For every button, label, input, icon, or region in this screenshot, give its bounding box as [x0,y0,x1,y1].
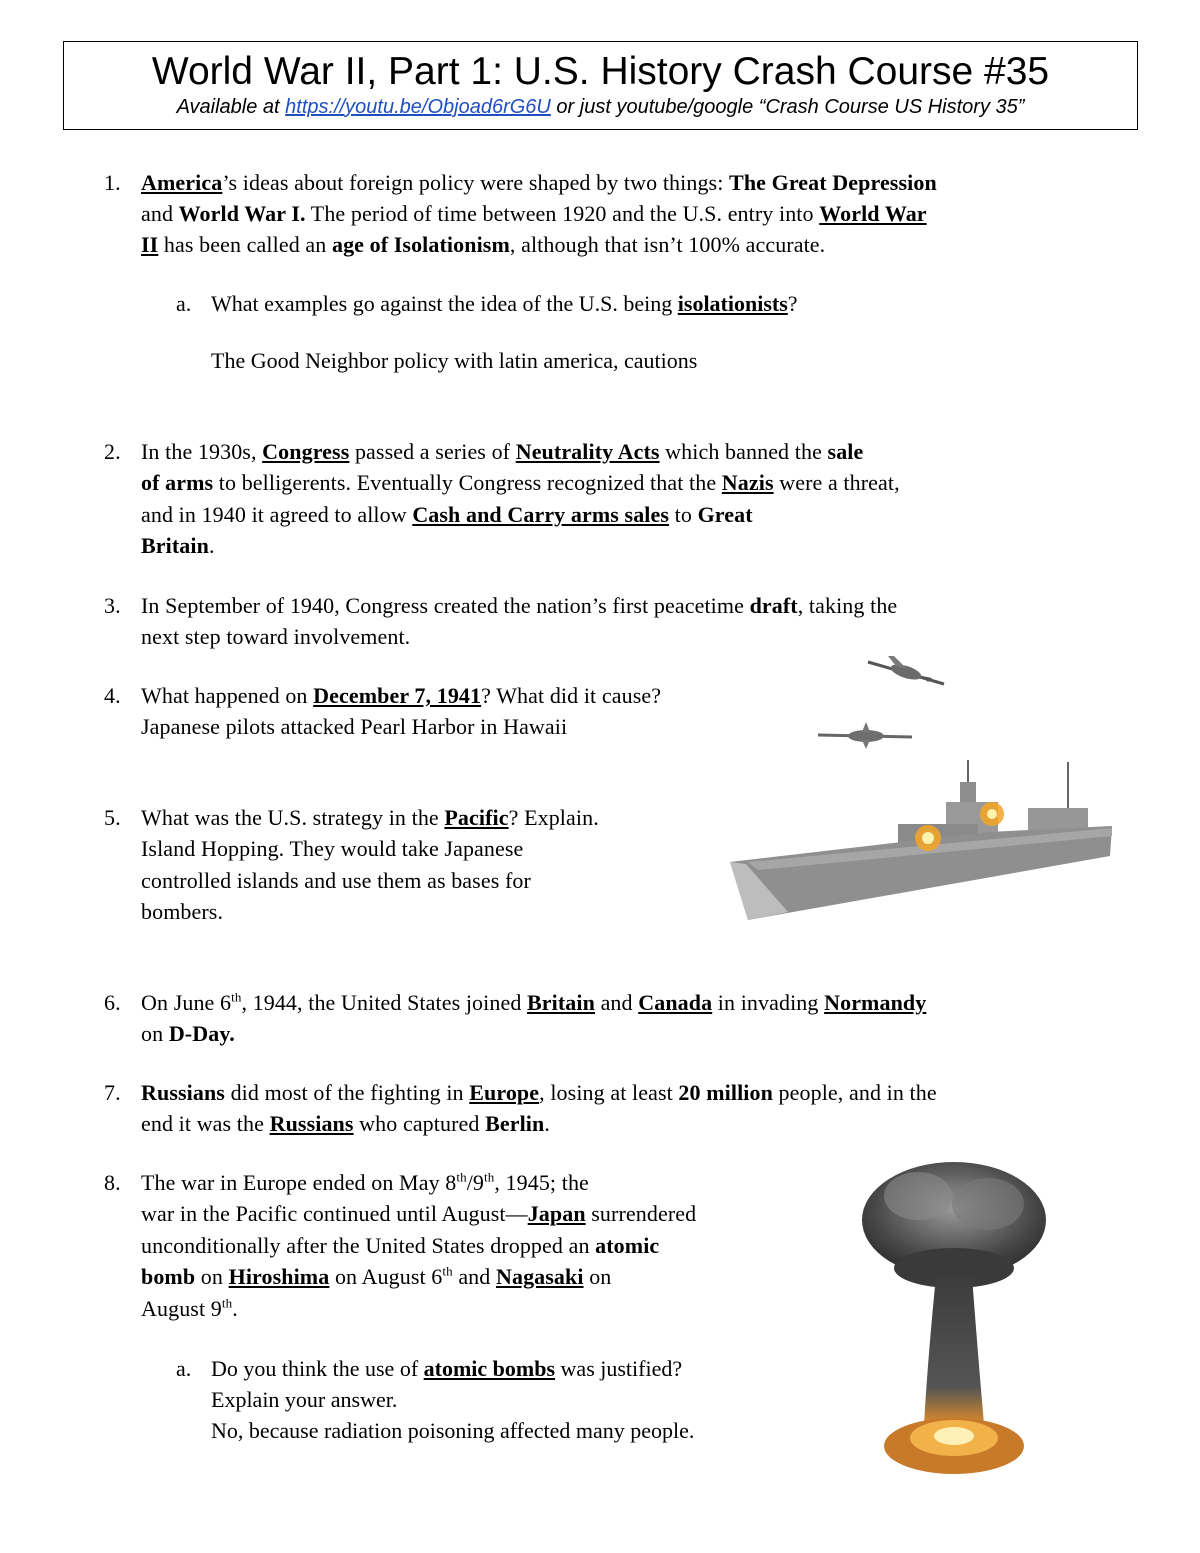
question-number: 7. [104,1080,121,1105]
page-title: World War II, Part 1: U.S. History Crash Course #35 [151,50,1050,93]
question-line: of arms to belligerents. Eventually Congress recognized that the Nazis were a threat, [141,470,900,495]
question-line: In September of 1940, Congress created the nation’s first peacetime draft, taking the [141,593,898,618]
question-line: What happened on December 7, 1941? What did it cause? [141,683,662,708]
question-line: America’s ideas about foreign policy were shaped by two things: The Great Depression [141,170,937,195]
question-number: 1. [104,170,121,195]
subtitle-suffix: or just youtube/google “Crash Course US History 35” [550,96,1025,118]
sub-question: What examples go against the idea of the U.S. being isolationists? [211,291,798,316]
question-line: What was the U.S. strategy in the Pacific? Explain. [141,805,599,830]
answer-text: The Good Neighbor policy with latin america, cautions [211,348,698,373]
question-line: next step toward involvement. [141,624,411,649]
answer-text: Japanese pilots attacked Pearl Harbor in Hawaii [141,714,568,739]
question-number: 3. [104,593,121,618]
question-line: In the 1930s, Congress passed a series of Neutrality Acts which banned the sale [141,439,864,464]
question-line: war in the Pacific continued until August—Japan surrendered [141,1201,697,1226]
sub-label: a. [176,1356,192,1381]
question-line: bomb on Hiroshima on August 6th and Nagasaki on [141,1263,612,1289]
sub-question: Explain your answer. [211,1387,398,1412]
question-line: and in 1940 it agreed to allow Cash and Carry arms sales to Great [141,502,753,527]
question-line: Britain. [141,533,215,558]
question-line: on D-Day. [141,1021,235,1046]
warplane-illustration [818,722,914,750]
question-line: end it was the Russians who captured Berlin. [141,1111,550,1136]
sub-question: Do you think the use of atomic bombs was justified? [211,1356,683,1381]
subtitle-prefix: Available at [176,96,286,118]
warplane-illustration [866,652,948,690]
answer-text: bombers. [141,899,224,924]
question-number: 4. [104,683,121,708]
question-line: Russians did most of the fighting in Europe, losing at least 20 million people, and in the [141,1080,937,1105]
question-line: unconditionally after the United States dropped an atomic [141,1233,660,1258]
answer-text: controlled islands and use them as bases for [141,868,531,893]
question-number: 5. [104,805,121,830]
subtitle [64,94,1137,120]
sub-label: a. [176,291,192,316]
question-number: 8. [104,1170,121,1195]
video-link[interactable]: https://youtu.be/Objoad6rG6U [285,96,551,118]
battleship-illustration [728,752,1114,926]
question-line: II has been called an age of Isolationism, although that isn’t 100% accurate. [141,232,826,257]
question-line: On June 6th, 1944, the United States joined Britain and Canada in invading Normandy [141,989,927,1015]
question-number: 6. [104,990,121,1015]
question-line: The war in Europe ended on May 8th/9th, 1945; the [141,1169,589,1195]
mushroom-cloud-illustration [858,1156,1050,1478]
worksheet-header [63,41,1138,130]
question-line: August 9th. [141,1295,238,1321]
answer-text: Island Hopping. They would take Japanese [141,836,524,861]
question-number: 2. [104,439,121,464]
question-line: and World War I. The period of time between 1920 and the U.S. entry into World War [141,201,927,226]
answer-text: No, because radiation poisoning affected many people. [211,1418,695,1443]
